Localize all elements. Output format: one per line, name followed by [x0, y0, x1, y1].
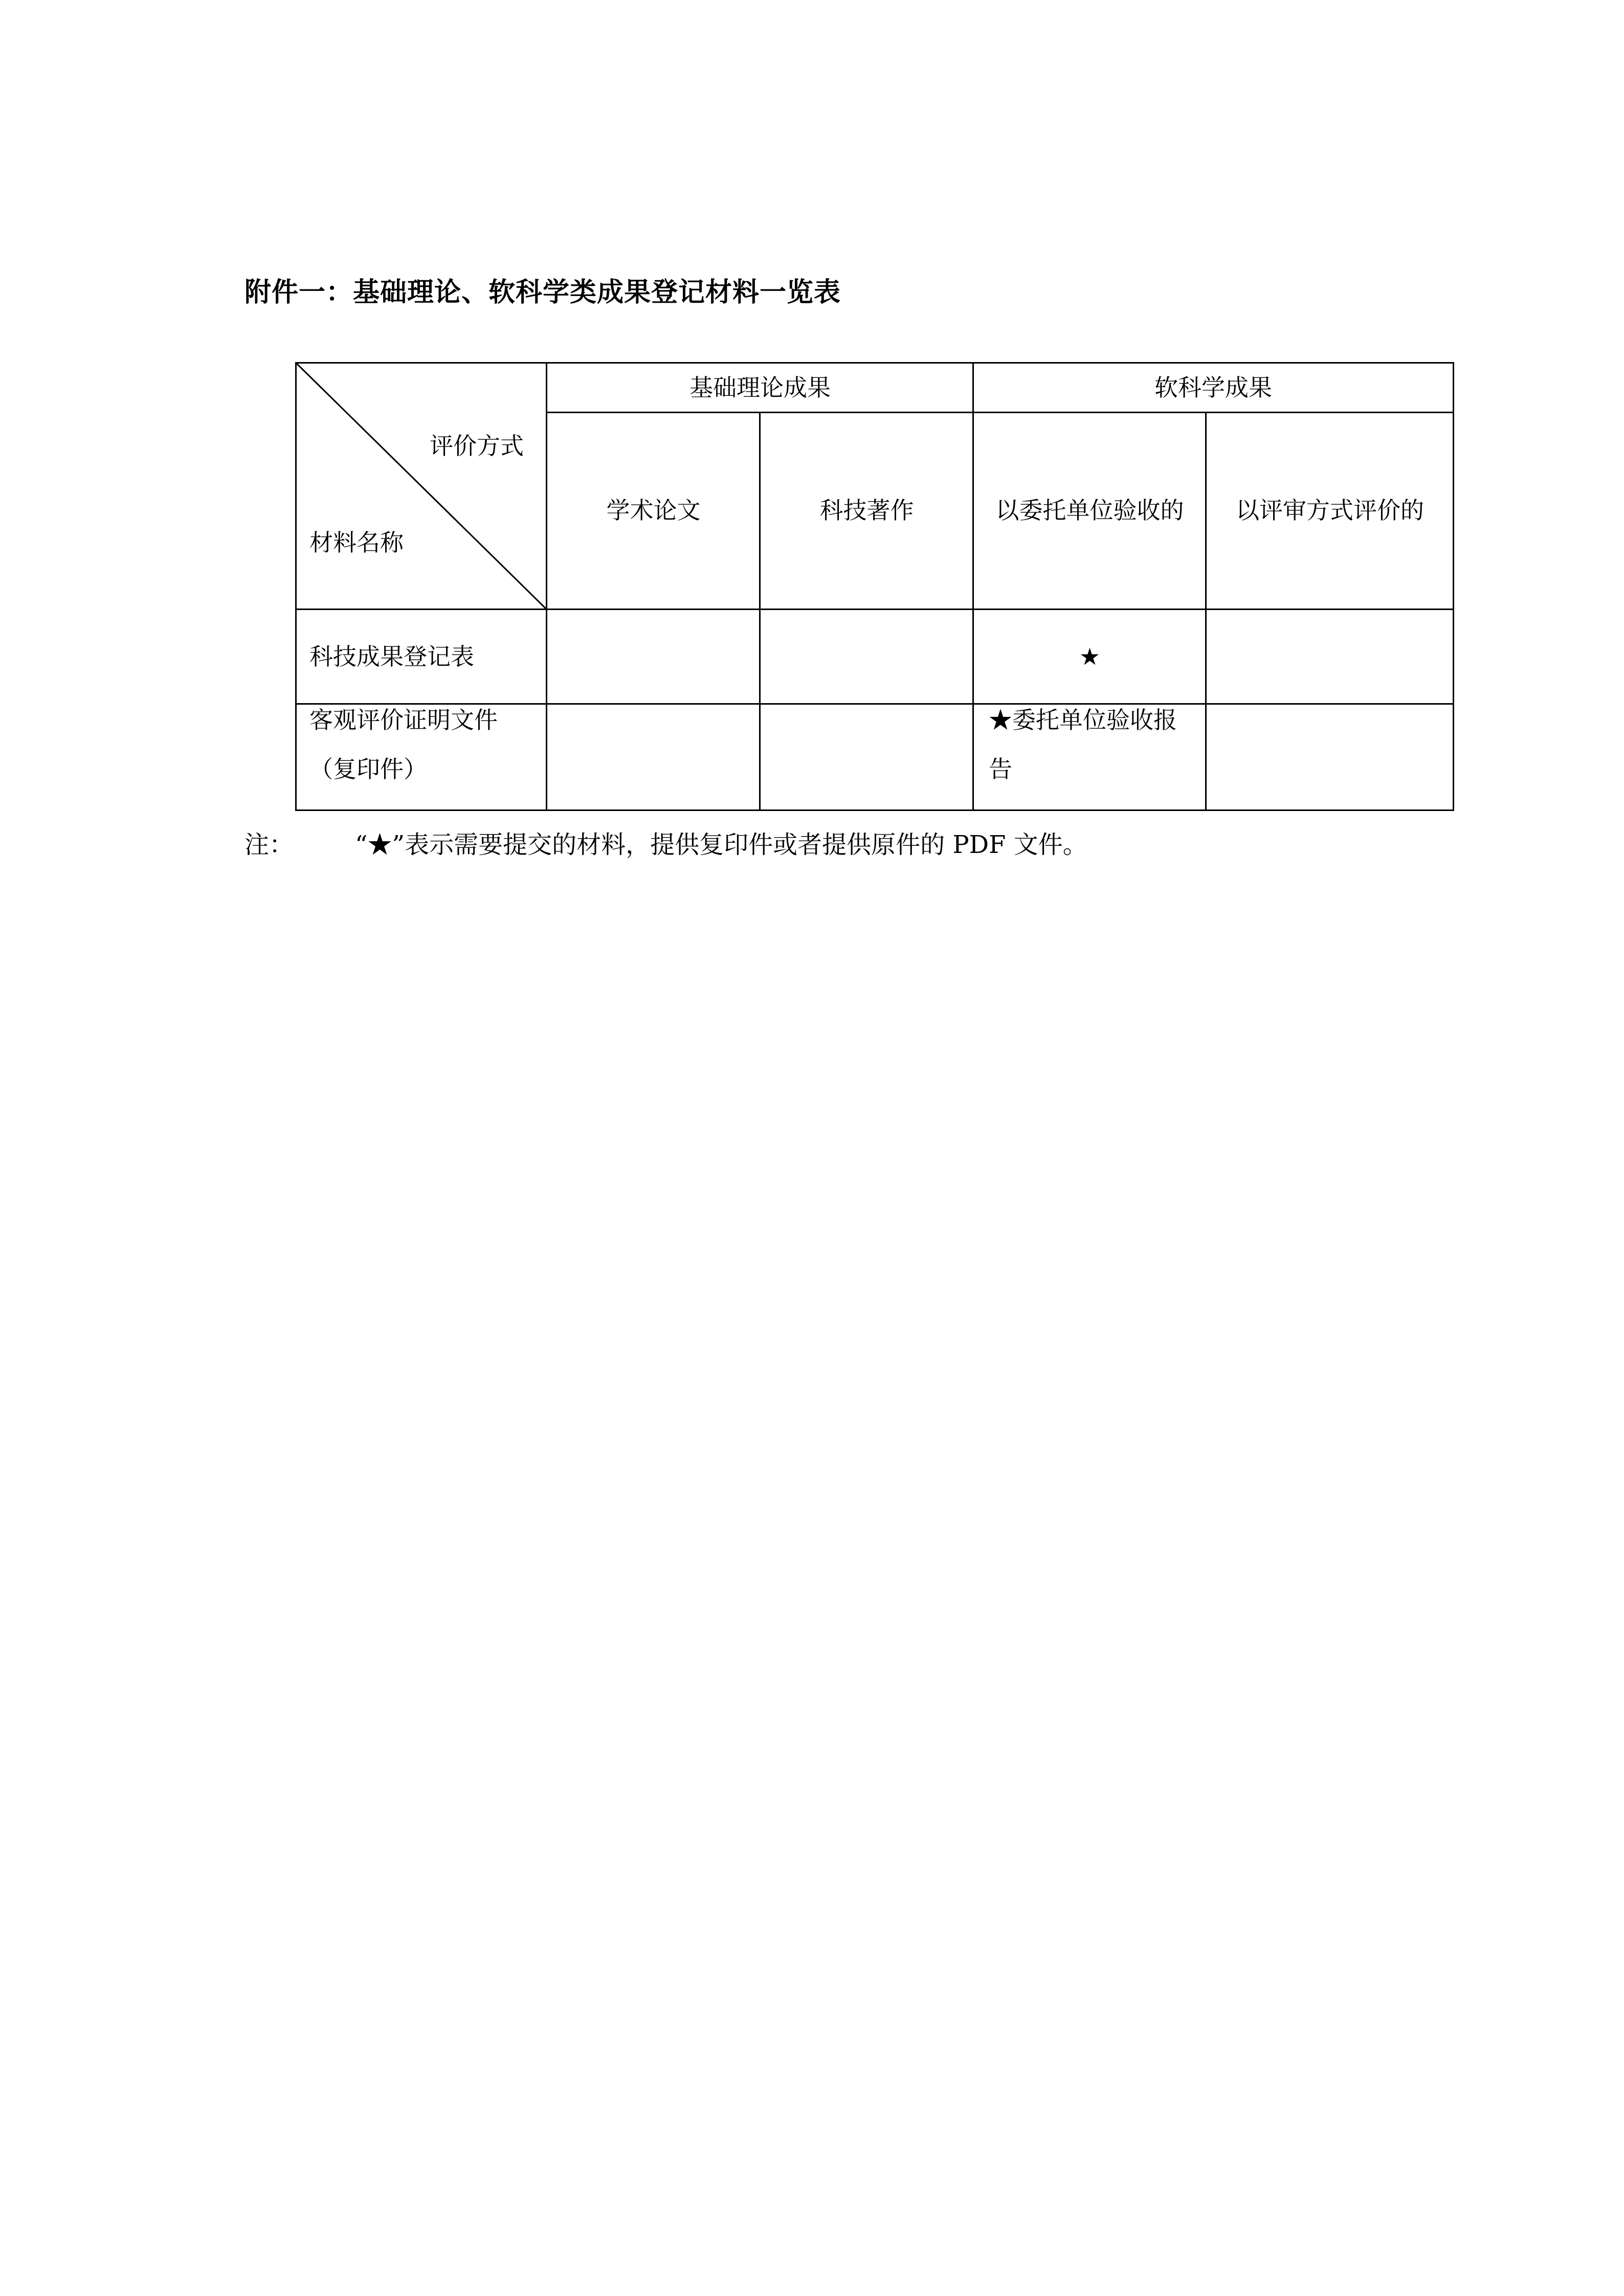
corner-diagonal-line: [295, 362, 547, 610]
group-header-soft-science: 软科学成果: [1154, 374, 1272, 401]
group-header-basic-theory: 基础理论成果: [689, 374, 831, 401]
footnote-prefix: 注：: [244, 830, 294, 859]
commissioned-report-requirement: ★委托单位验收报: [989, 706, 1177, 734]
table-border-right: [1453, 362, 1454, 811]
page-title: 附件一：基础理论、软科学类成果登记材料一览表: [244, 277, 841, 308]
footnote: [244, 824, 1087, 865]
footnote-text: 表示需要提交的材料，提供复印件或者提供原件的 PDF 文件。: [405, 830, 1087, 859]
row-label-registration-form: 科技成果登记表: [309, 643, 474, 670]
column-divider: [972, 362, 974, 811]
table-border-bottom: [295, 809, 1454, 811]
column-divider: [1205, 413, 1207, 811]
corner-label-material-name: 材料名称: [309, 529, 404, 556]
column-header-tech-monograph: 科技著作: [819, 497, 914, 524]
corner-label-evaluation-method: 评价方式: [430, 432, 524, 460]
column-divider: [759, 413, 761, 811]
column-header-academic-paper: 学术论文: [606, 497, 701, 524]
commissioned-report-requirement-cont: 告: [989, 755, 1012, 783]
column-header-commissioned-acceptance: 以委托单位验收的: [995, 497, 1184, 524]
footnote-star-mark: “★”: [355, 830, 405, 859]
row-label-evaluation-proof-note: （复印件）: [309, 755, 427, 783]
row-label-evaluation-proof: 客观评价证明文件: [309, 706, 498, 734]
column-header-review-evaluation: 以评审方式评价的: [1236, 497, 1424, 524]
materials-table: [295, 362, 1454, 811]
required-star-mark: ★: [1079, 643, 1101, 670]
